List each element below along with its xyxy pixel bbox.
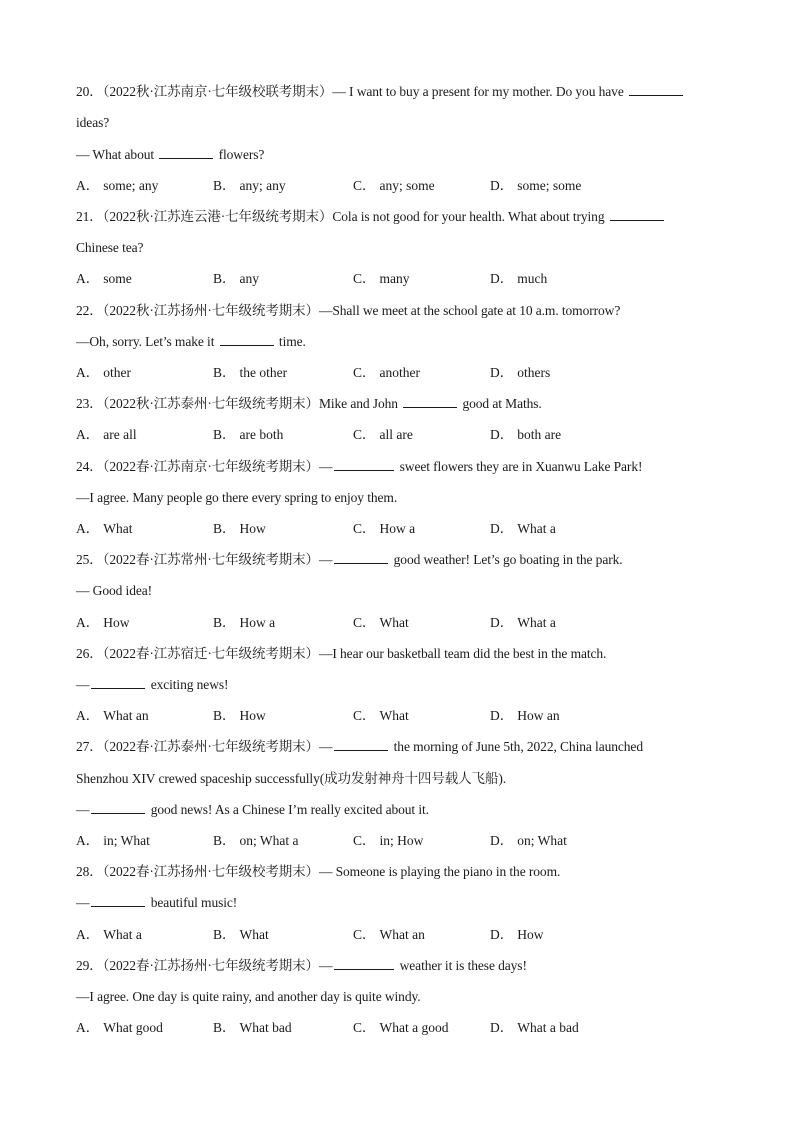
question-24-dialogue xyxy=(76,489,397,507)
option-a[interactable]: A． some xyxy=(76,271,132,286)
option-c[interactable]: C． What an xyxy=(353,927,425,942)
option-b[interactable]: B． the other xyxy=(213,365,288,380)
option-d[interactable]: D． What a xyxy=(490,521,556,536)
answer-blank xyxy=(159,146,213,159)
dialogue-text: — What about xyxy=(76,147,155,162)
question-source: （2022秋·江苏扬州·七年级统考期末） xyxy=(102,303,319,318)
question-20-stem xyxy=(76,83,685,101)
question-text: good weather! Let’s go boating in the park. xyxy=(393,552,623,567)
question-text: the morning of June 5th, 2022, China launched xyxy=(393,739,643,754)
option-a[interactable]: A． some; any xyxy=(76,178,159,193)
option-c[interactable]: C． all are xyxy=(353,427,413,442)
question-source: （2022春·江苏扬州·七年级统考期末） xyxy=(102,958,319,973)
question-24-options xyxy=(76,520,716,538)
question-27-stem xyxy=(76,738,643,756)
option-b[interactable]: B． What xyxy=(213,927,269,942)
question-26-dialogue xyxy=(76,676,228,694)
option-d[interactable]: D． some; some xyxy=(490,178,582,193)
option-b[interactable]: B． How xyxy=(213,708,266,723)
question-text: ideas? xyxy=(76,115,110,130)
question-source: （2022春·江苏常州·七年级统考期末） xyxy=(102,552,319,567)
question-number: 25． xyxy=(76,552,103,567)
question-28-options xyxy=(76,926,716,944)
question-29-stem xyxy=(76,957,527,975)
question-text: — xyxy=(318,958,333,973)
question-26-stem xyxy=(76,645,606,663)
option-a[interactable]: A． What xyxy=(76,521,133,536)
question-22-options xyxy=(76,364,716,382)
dialogue-text: time. xyxy=(278,334,306,349)
question-text: Chinese tea? xyxy=(76,240,144,255)
question-25-options xyxy=(76,614,716,632)
option-d[interactable]: D． What a xyxy=(490,615,556,630)
answer-blank xyxy=(220,333,274,346)
question-text: Cola is not good for your health. What about trying xyxy=(332,209,605,224)
question-21-stem-cont xyxy=(76,239,143,257)
question-20-dialogue xyxy=(76,146,264,164)
question-text: — Someone is playing the piano in the room. xyxy=(318,864,561,879)
option-d[interactable]: D． much xyxy=(490,271,548,286)
dialogue-text: — Good idea! xyxy=(76,583,153,598)
option-a[interactable]: A． What an xyxy=(76,708,149,723)
question-22-dialogue xyxy=(76,333,306,351)
option-d[interactable]: D． others xyxy=(490,365,551,380)
option-a[interactable]: A． other xyxy=(76,365,131,380)
question-number: 21． xyxy=(76,209,103,224)
option-a[interactable]: A． How xyxy=(76,615,130,630)
question-text: — xyxy=(318,459,333,474)
answer-blank xyxy=(334,458,394,471)
option-c[interactable]: C． in; How xyxy=(353,833,424,848)
option-c[interactable]: C． What xyxy=(353,615,409,630)
question-source: （2022秋·江苏南京·七年级校联考期末） xyxy=(102,84,333,99)
option-c[interactable]: C． another xyxy=(353,365,420,380)
option-d[interactable]: D． How xyxy=(490,927,544,942)
dialogue-text: good news! As a Chinese I’m really excited about it. xyxy=(150,802,429,817)
option-c[interactable]: C． any; some xyxy=(353,178,435,193)
question-25-dialogue xyxy=(76,582,152,600)
question-source: （2022春·江苏南京·七年级统考期末） xyxy=(102,459,319,474)
dialogue-text: — xyxy=(76,677,90,692)
dialogue-text: —I agree. One day is quite rainy, and another day is quite windy. xyxy=(76,989,421,1004)
question-text: — xyxy=(318,739,333,754)
question-20-options xyxy=(76,177,716,195)
answer-blank xyxy=(91,676,145,689)
question-text: —Shall we meet at the school gate at 10 a.m. tomorrow? xyxy=(318,303,621,318)
question-text: Mike and John xyxy=(318,396,398,411)
question-28-dialogue xyxy=(76,894,237,912)
question-text: Shenzhou XIV crewed spaceship successfully(成功发射神舟十四号载人飞船). xyxy=(76,771,506,786)
dialogue-text: —I agree. Many people go there every spring to enjoy them. xyxy=(76,490,398,505)
question-21-options xyxy=(76,270,716,288)
option-a[interactable]: A． are all xyxy=(76,427,137,442)
question-number: 24． xyxy=(76,459,103,474)
question-23-options xyxy=(76,426,716,444)
question-25-stem xyxy=(76,551,623,569)
question-26-options xyxy=(76,707,716,725)
answer-blank xyxy=(91,801,145,814)
dialogue-text: flowers? xyxy=(218,147,265,162)
question-source: （2022春·江苏泰州·七年级统考期末） xyxy=(102,739,319,754)
dialogue-text: beautiful music! xyxy=(150,895,238,910)
option-d[interactable]: D． both are xyxy=(490,427,562,442)
question-27-options xyxy=(76,832,716,850)
option-c[interactable]: C． many xyxy=(353,271,410,286)
question-source: （2022秋·江苏连云港·七年级统考期末） xyxy=(102,209,333,224)
question-20-stem-cont xyxy=(76,114,109,132)
question-number: 26． xyxy=(76,646,103,661)
question-24-stem xyxy=(76,458,642,476)
dialogue-text: — xyxy=(76,895,90,910)
question-29-options xyxy=(76,1019,716,1037)
question-source: （2022春·江苏宿迁·七年级统考期末） xyxy=(102,646,319,661)
option-c[interactable]: C． What xyxy=(353,708,409,723)
question-21-stem xyxy=(76,208,666,226)
question-text: good at Maths. xyxy=(462,396,542,411)
question-number: 20． xyxy=(76,84,103,99)
answer-blank xyxy=(334,738,388,751)
question-22-stem xyxy=(76,302,620,320)
answer-blank xyxy=(403,395,457,408)
option-a[interactable]: A． in; What xyxy=(76,833,150,848)
question-27-stem-cont xyxy=(76,770,506,788)
option-c[interactable]: C． What a good xyxy=(353,1020,449,1035)
question-text: —I hear our basketball team did the best in the match. xyxy=(318,646,607,661)
option-b[interactable]: B． What bad xyxy=(213,1020,292,1035)
option-b[interactable]: B． any xyxy=(213,271,260,286)
option-a[interactable]: A． What good xyxy=(76,1020,163,1035)
question-number: 28． xyxy=(76,864,103,879)
option-b[interactable]: B． are both xyxy=(213,427,284,442)
question-number: 29． xyxy=(76,958,103,973)
option-b[interactable]: B． How a xyxy=(213,615,276,630)
option-b[interactable]: B． on; What a xyxy=(213,833,299,848)
answer-blank xyxy=(334,551,388,564)
question-number: 22． xyxy=(76,303,103,318)
question-source: （2022春·江苏扬州·七年级校考期末） xyxy=(102,864,319,879)
question-29-dialogue xyxy=(76,988,421,1006)
question-text: sweet flowers they are in Xuanwu Lake Park! xyxy=(399,459,643,474)
question-number: 23． xyxy=(76,396,103,411)
option-d[interactable]: D． How an xyxy=(490,708,560,723)
question-text: weather it is these days! xyxy=(399,958,527,973)
answer-blank xyxy=(91,894,145,907)
question-number: 27． xyxy=(76,739,103,754)
question-27-dialogue xyxy=(76,801,429,819)
option-a[interactable]: A． What a xyxy=(76,927,142,942)
dialogue-text: —Oh, sorry. Let’s make it xyxy=(76,334,215,349)
answer-blank xyxy=(334,957,394,970)
option-b[interactable]: B． any; any xyxy=(213,178,286,193)
question-text: — I want to buy a present for my mother. Do you have xyxy=(332,84,624,99)
question-28-stem xyxy=(76,863,560,881)
answer-blank xyxy=(629,83,683,96)
option-d[interactable]: D． on; What xyxy=(490,833,567,848)
option-b[interactable]: B． How xyxy=(213,521,266,536)
dialogue-text: — xyxy=(76,802,90,817)
option-c[interactable]: C． How a xyxy=(353,521,416,536)
option-d[interactable]: D． What a bad xyxy=(490,1020,579,1035)
answer-blank xyxy=(610,208,664,221)
question-23-stem xyxy=(76,395,542,413)
dialogue-text: exciting news! xyxy=(150,677,229,692)
question-text: — xyxy=(318,552,333,567)
question-source: （2022秋·江苏泰州·七年级统考期末） xyxy=(102,396,319,411)
